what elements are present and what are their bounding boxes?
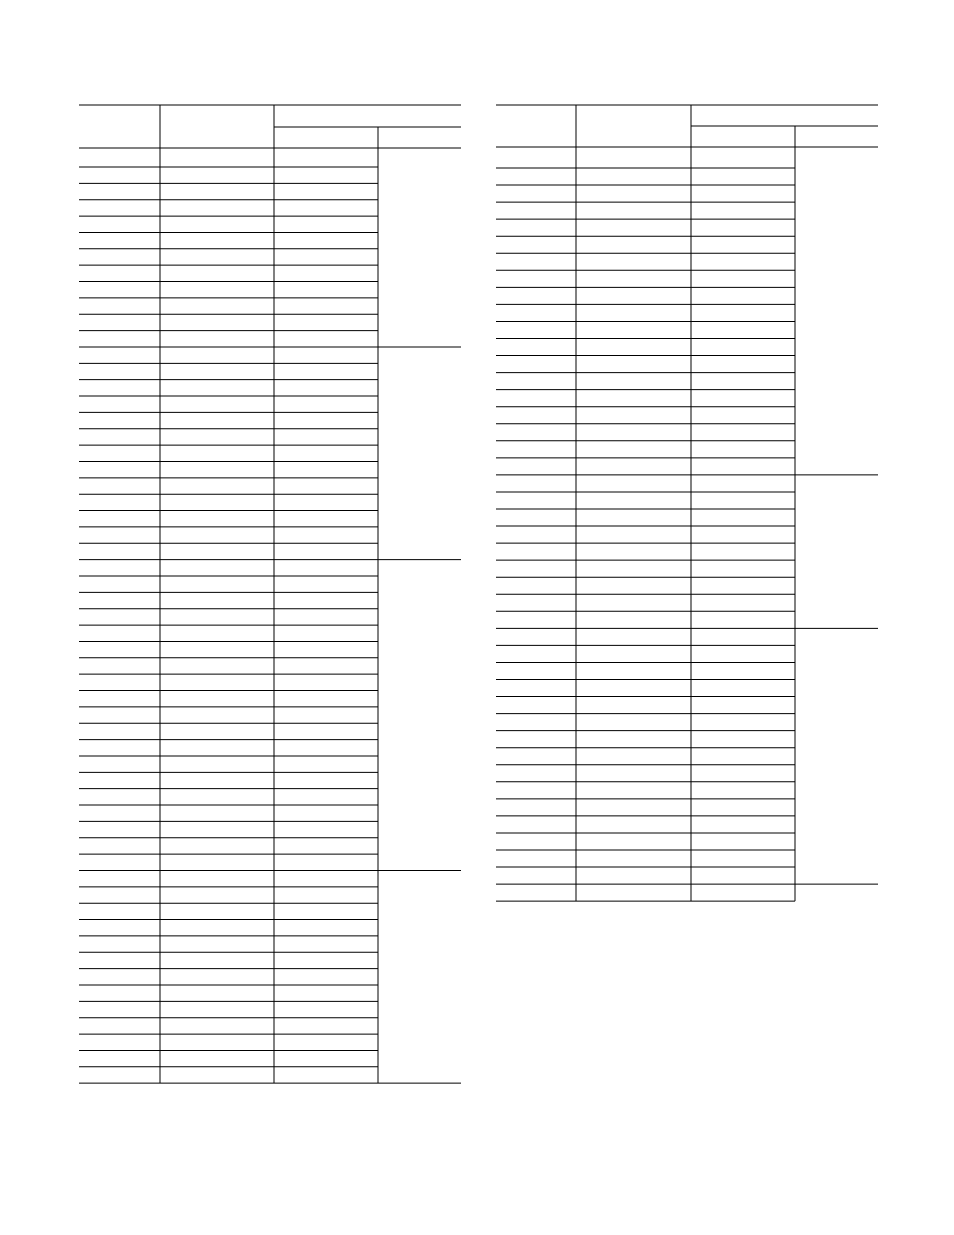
table-left [79,105,461,1083]
table-right [496,105,878,901]
